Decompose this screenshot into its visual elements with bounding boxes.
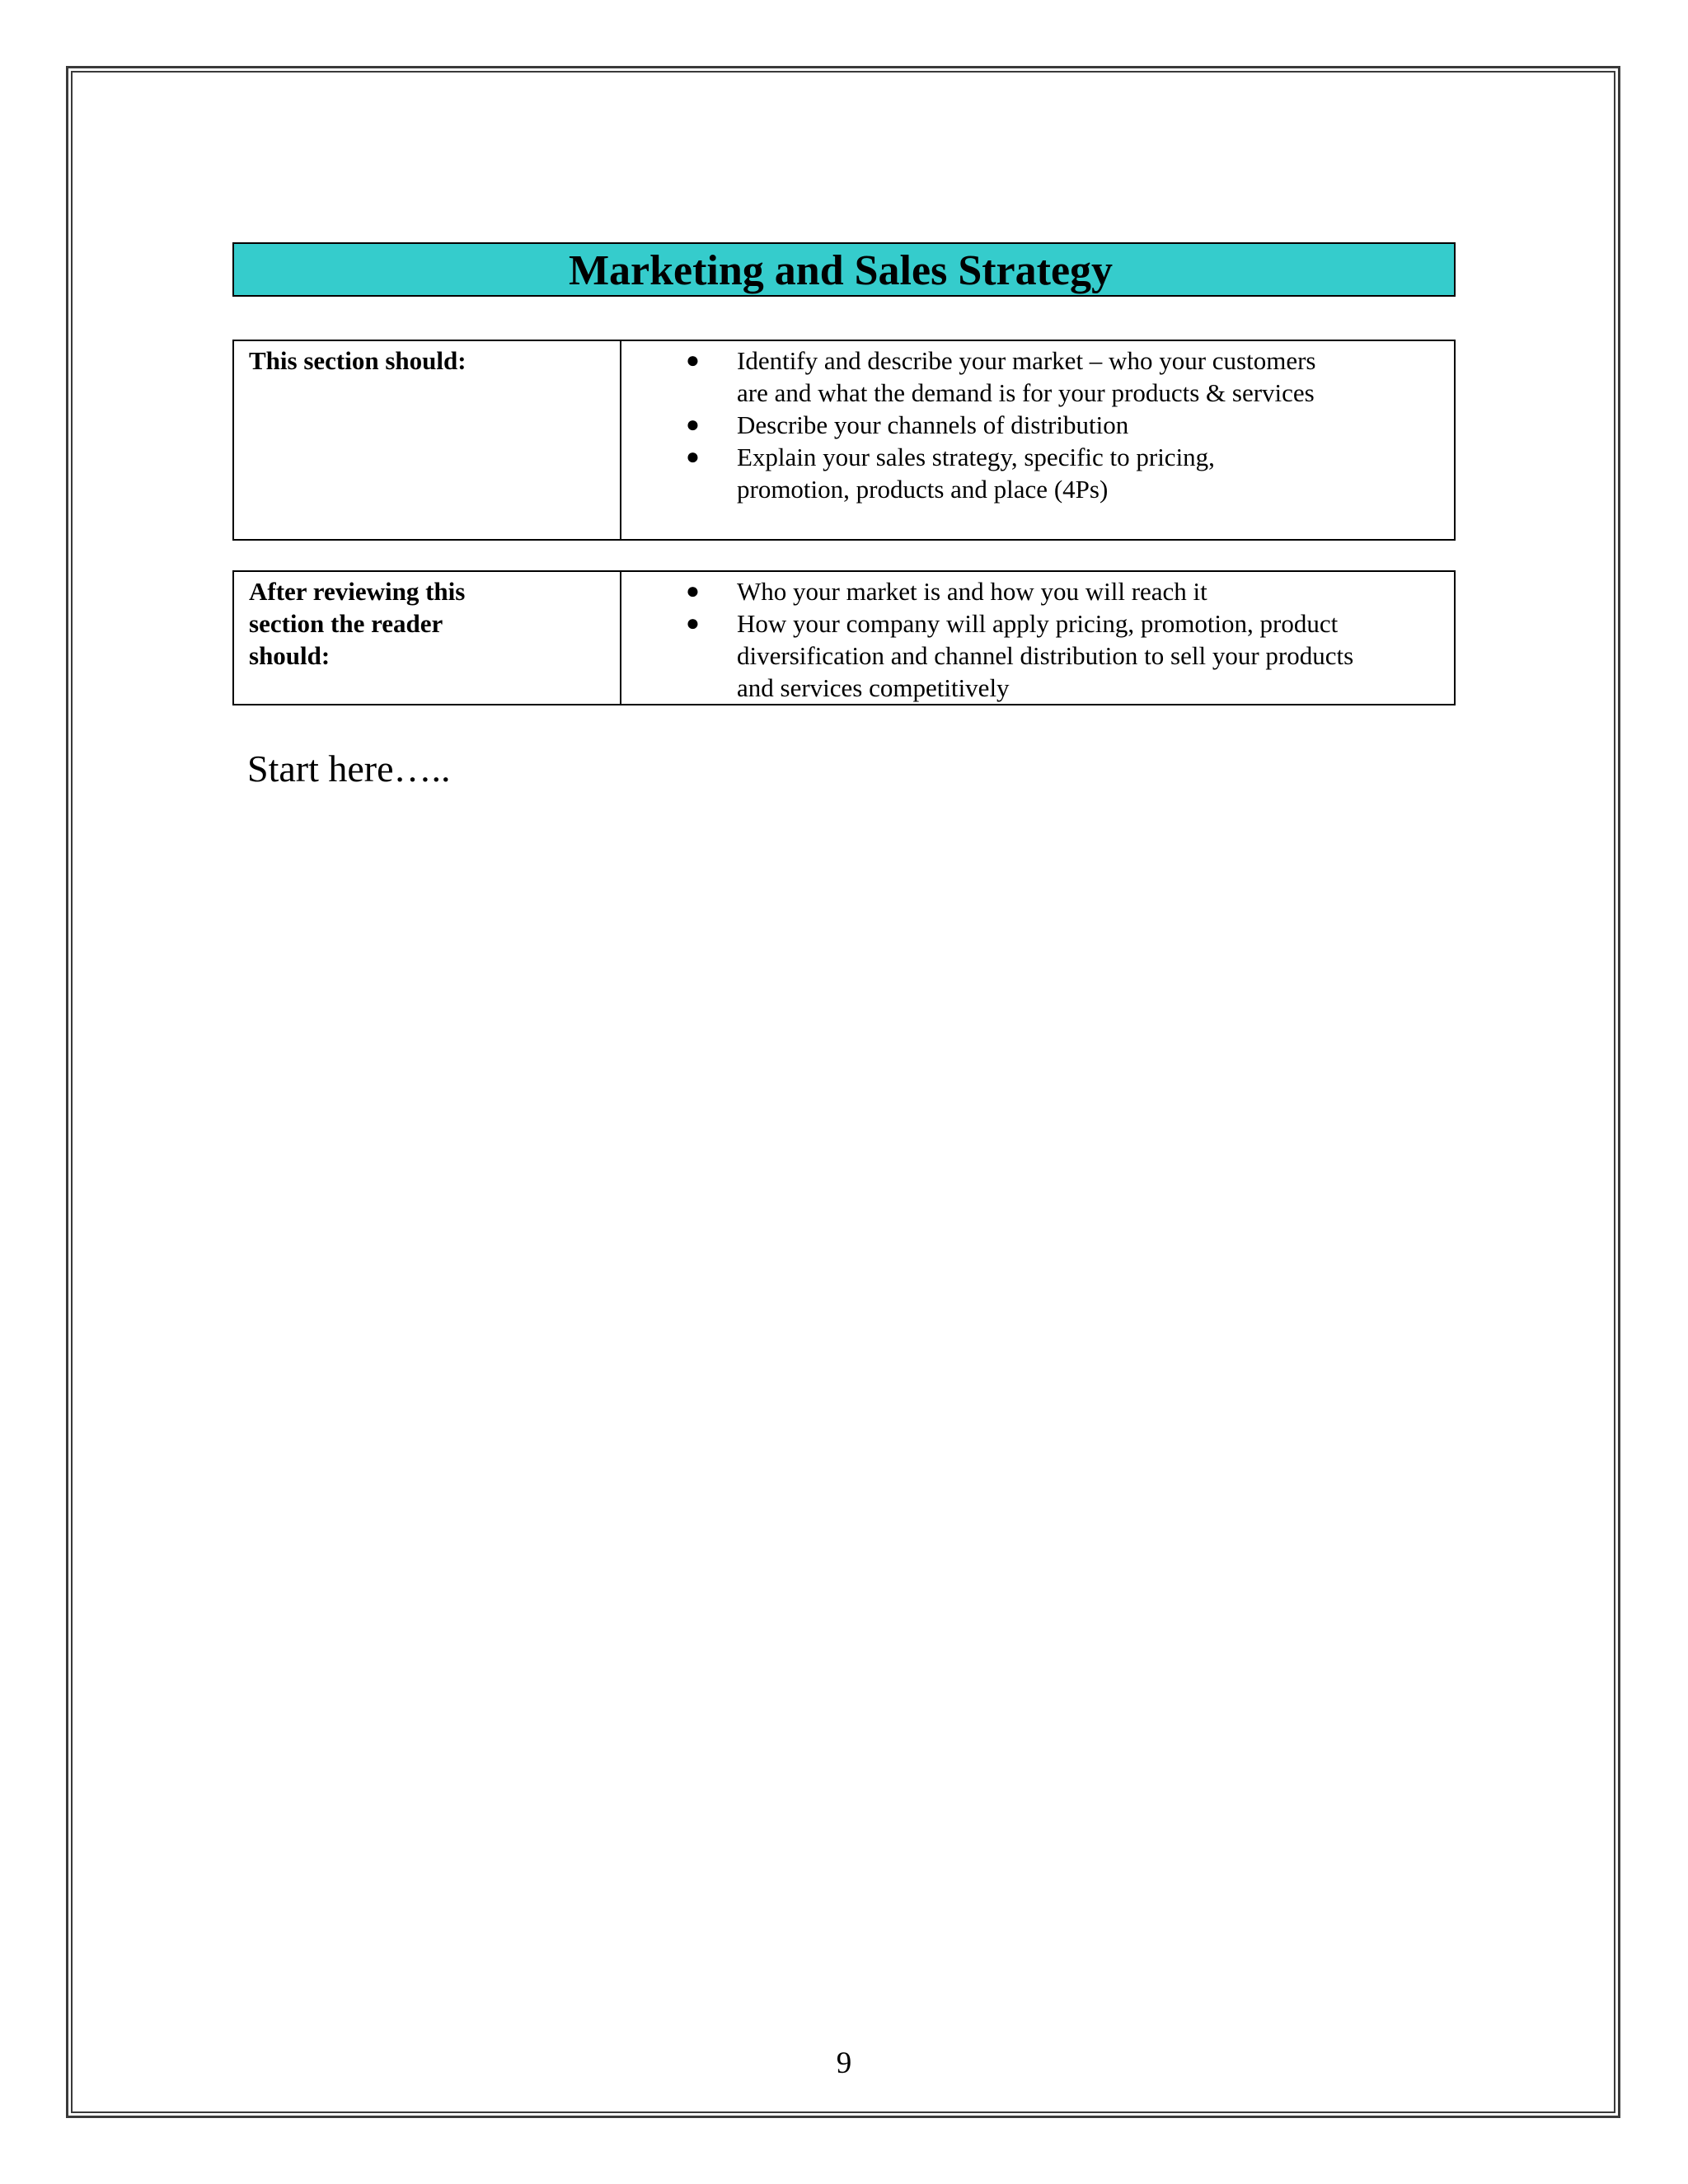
page-title: Marketing and Sales Strategy <box>568 247 1114 294</box>
bullet-icon: ● <box>686 611 700 636</box>
list-item-text: Explain your sales strategy, specific to pricing, promotion, products and place (4Ps) <box>737 443 1215 504</box>
list-item <box>621 409 1330 441</box>
list-item-text: How your company will apply pricing, promotion, product diversification and channel distribution to sell your products and services competitively <box>737 609 1354 702</box>
bullet-icon: ● <box>686 579 700 604</box>
list-item <box>621 344 1330 409</box>
reader-outcomes-table <box>232 570 1456 705</box>
list-item-text: Identify and describe your market – who your customers are and what the demand is for your products & services <box>737 346 1316 407</box>
reader-outcomes-label: After reviewing this section the reader should: <box>249 577 466 670</box>
section-requirements-table <box>232 340 1456 541</box>
list-item <box>621 575 1363 607</box>
bullet-icon: ● <box>686 348 700 373</box>
reader-outcomes-list <box>621 575 1454 704</box>
list-item-text: Who your market is and how you will reach it <box>737 577 1207 606</box>
title-bar <box>232 242 1456 297</box>
section-requirements-label: This section should: <box>249 346 467 375</box>
bullet-icon: ● <box>686 444 700 470</box>
list-item <box>621 441 1330 505</box>
list-item <box>621 607 1363 704</box>
start-here-text[interactable]: Start here….. <box>247 748 451 790</box>
page-number: 9 <box>836 2046 852 2080</box>
section-requirements-list <box>621 344 1454 505</box>
section-requirements-label-cell <box>234 341 621 539</box>
list-item-text: Describe your channels of distribution <box>737 410 1129 439</box>
bullet-icon: ● <box>686 412 700 438</box>
reader-outcomes-label-cell <box>234 572 621 704</box>
section-requirements-content-cell <box>621 341 1454 539</box>
reader-outcomes-content-cell <box>621 572 1454 704</box>
